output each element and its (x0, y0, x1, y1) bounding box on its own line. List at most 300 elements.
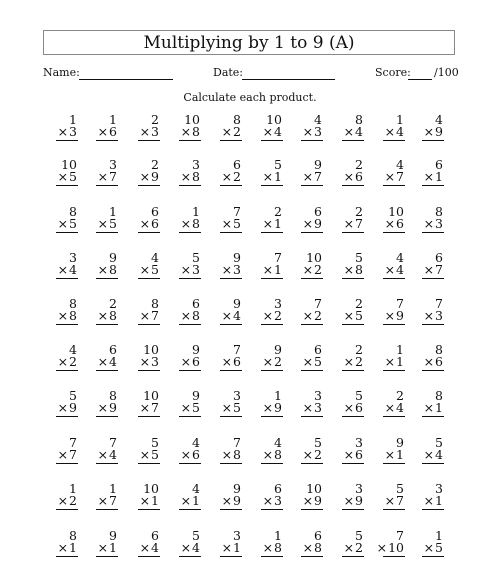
times-sign: × (57, 354, 69, 369)
multiplier: 7 × (302, 169, 322, 184)
multiplier: 4 × (384, 124, 404, 139)
times-sign: × (423, 447, 435, 462)
multiplicand: 1 (109, 112, 117, 127)
multiplication-problem (207, 113, 241, 153)
times-sign: × (423, 400, 435, 415)
multiplier: 6 × (343, 447, 363, 462)
answer-line (342, 140, 364, 141)
times-sign: × (384, 308, 396, 323)
times-sign: × (221, 354, 233, 369)
multiplicand: 3 (69, 250, 77, 265)
answer-line (96, 185, 118, 186)
times-sign: × (302, 124, 314, 139)
multiplicand: 3 (355, 481, 363, 496)
multiplier: 4 × (423, 447, 443, 462)
multiplication-problem (207, 529, 241, 569)
times-sign: × (97, 262, 109, 277)
multiplicand: 6 (314, 342, 322, 357)
multiplier: 3 × (180, 262, 200, 277)
multiplicand: 7 (396, 296, 404, 311)
multiplier: 4 × (221, 308, 241, 323)
times-sign: × (343, 169, 355, 184)
times-sign: × (302, 400, 314, 415)
times-sign: × (384, 262, 396, 277)
multiplication-problem (370, 482, 404, 522)
multiplication-problem (288, 436, 322, 476)
multiplication-problem (288, 482, 322, 522)
multiplier: 1 × (221, 540, 241, 555)
times-sign: × (139, 169, 151, 184)
multiplication-problem (166, 343, 200, 383)
times-sign: × (180, 400, 192, 415)
multiplication-problem (329, 482, 363, 522)
times-sign: × (302, 493, 314, 508)
answer-line (56, 185, 78, 186)
multiplicand: 4 (151, 250, 159, 265)
multiplication-problem (288, 529, 322, 569)
answer-line (383, 278, 405, 279)
answer-line (301, 509, 323, 510)
times-sign: × (423, 262, 435, 277)
times-sign: × (376, 540, 388, 555)
multiplier: 8 × (262, 447, 282, 462)
multiplicand: 8 (435, 388, 443, 403)
multiplicand: 7 (435, 296, 443, 311)
date-label: Date: (213, 66, 244, 79)
multiplication-problem (166, 436, 200, 476)
multiplication-problem (288, 343, 322, 383)
times-sign: × (423, 169, 435, 184)
multiplier: 3 × (423, 308, 443, 323)
multiplication-problem (288, 297, 322, 337)
multiplicand: 5 (355, 250, 363, 265)
multiplicand: 8 (355, 112, 363, 127)
multiplicand: 7 (314, 296, 322, 311)
multiplier: 8 × (221, 447, 241, 462)
times-sign: × (139, 493, 151, 508)
multiplication-problem (207, 158, 241, 198)
answer-line (179, 509, 201, 510)
multiplicand: 9 (396, 435, 404, 450)
multiplier: 4 × (139, 540, 159, 555)
multiplier: 6 × (423, 354, 443, 369)
answer-line (96, 232, 118, 233)
multiplier: 6 × (180, 447, 200, 462)
multiplier: 5 × (423, 540, 443, 555)
answer-line (56, 509, 78, 510)
multiplication-problem (166, 251, 200, 291)
multiplication-problem (83, 529, 117, 569)
multiplication-problem (329, 297, 363, 337)
answer-line (422, 232, 444, 233)
multiplier: 1 × (384, 354, 404, 369)
multiplicand: 4 (396, 250, 404, 265)
times-sign: × (262, 124, 274, 139)
times-sign: × (57, 493, 69, 508)
multiplicand: 8 (151, 296, 159, 311)
times-sign: × (262, 169, 274, 184)
multiplicand: 1 (396, 342, 404, 357)
times-sign: × (384, 169, 396, 184)
times-sign: × (97, 308, 109, 323)
multiplicand: 7 (233, 342, 241, 357)
multiplication-problem (288, 113, 322, 153)
multiplicand: 5 (192, 528, 200, 543)
answer-line (220, 278, 242, 279)
answer-line (138, 556, 160, 557)
times-sign: × (302, 308, 314, 323)
times-sign: × (180, 447, 192, 462)
multiplication-problem (83, 389, 117, 429)
times-sign: × (57, 124, 69, 139)
answer-line (383, 556, 405, 557)
answer-line (96, 463, 118, 464)
times-sign: × (180, 493, 192, 508)
answer-line (342, 185, 364, 186)
times-sign: × (221, 540, 233, 555)
answer-line (422, 185, 444, 186)
multiplicand: 1 (435, 528, 443, 543)
answer-line (179, 140, 201, 141)
multiplicand: 10 (143, 388, 159, 403)
times-sign: × (180, 354, 192, 369)
multiplier: 1 × (384, 447, 404, 462)
multiplier: 9 × (384, 308, 404, 323)
multiplier: 2 × (302, 308, 322, 323)
multiplication-problem (166, 113, 200, 153)
answer-line (342, 370, 364, 371)
multiplication-problem (166, 529, 200, 569)
multiplicand: 3 (314, 388, 322, 403)
times-sign: × (57, 308, 69, 323)
multiplication-problem (125, 389, 159, 429)
answer-line (220, 416, 242, 417)
answer-line (342, 556, 364, 557)
multiplicand: 9 (192, 342, 200, 357)
multiplier: 8 × (180, 124, 200, 139)
multiplicand: 4 (69, 342, 77, 357)
answer-line (56, 556, 78, 557)
multiplier: 2 × (221, 169, 241, 184)
multiplicand: 10 (61, 157, 77, 172)
times-sign: × (302, 540, 314, 555)
multiplier: 2 × (343, 354, 363, 369)
multiplier: 4 × (262, 124, 282, 139)
times-sign: × (57, 540, 69, 555)
multiplier: 4 × (384, 400, 404, 415)
multiplicand: 5 (192, 250, 200, 265)
multiplication-problem (409, 389, 443, 429)
times-sign: × (262, 308, 274, 323)
multiplicand: 1 (192, 204, 200, 219)
times-sign: × (423, 493, 435, 508)
times-sign: × (139, 124, 151, 139)
multiplication-problem (43, 436, 77, 476)
multiplication-problem (83, 158, 117, 198)
answer-line (301, 370, 323, 371)
multiplier: 7 × (423, 262, 443, 277)
answer-line (261, 416, 283, 417)
multiplicand: 3 (192, 157, 200, 172)
multiplier: 1 × (262, 169, 282, 184)
multiplier: 8 × (180, 169, 200, 184)
multiplicand: 5 (274, 157, 282, 172)
multiplicand: 8 (435, 342, 443, 357)
multiplicand: 7 (396, 528, 404, 543)
answer-line (261, 370, 283, 371)
multiplier: 2 × (262, 308, 282, 323)
times-sign: × (180, 124, 192, 139)
answer-line (422, 140, 444, 141)
instructions: Calculate each product. (183, 91, 317, 104)
multiplication-problem (83, 251, 117, 291)
answer-line (301, 185, 323, 186)
multiplicand: 10 (306, 481, 322, 496)
multiplication-problem (125, 482, 159, 522)
multiplicand: 5 (151, 435, 159, 450)
multiplication-problem (248, 389, 282, 429)
times-sign: × (384, 447, 396, 462)
times-sign: × (262, 493, 274, 508)
multiplier: 2 × (57, 354, 77, 369)
multiplication-problem (370, 113, 404, 153)
times-sign: × (302, 169, 314, 184)
times-sign: × (57, 169, 69, 184)
multiplicand: 6 (314, 528, 322, 543)
multiplicand: 1 (396, 112, 404, 127)
multiplier: 6 × (343, 169, 363, 184)
answer-line (138, 370, 160, 371)
multiplicand: 6 (435, 157, 443, 172)
multiplication-problem (83, 113, 117, 153)
answer-line (301, 232, 323, 233)
multiplicand: 9 (233, 250, 241, 265)
multiplication-problem (329, 389, 363, 429)
score-label: Score: (375, 66, 411, 79)
answer-line (261, 556, 283, 557)
multiplication-problem (166, 297, 200, 337)
answer-line (96, 556, 118, 557)
multiplicand: 9 (314, 157, 322, 172)
times-sign: × (343, 308, 355, 323)
multiplier: 3 × (139, 124, 159, 139)
times-sign: × (180, 540, 192, 555)
answer-line (301, 278, 323, 279)
multiplication-problem (409, 482, 443, 522)
times-sign: × (343, 262, 355, 277)
times-sign: × (180, 216, 192, 231)
answer-line (383, 324, 405, 325)
answer-line (96, 416, 118, 417)
multiplicand: 7 (233, 204, 241, 219)
multiplication-problem (207, 251, 241, 291)
multiplication-problem (207, 482, 241, 522)
times-sign: × (97, 216, 109, 231)
multiplicand: 2 (274, 204, 282, 219)
answer-line (383, 232, 405, 233)
multiplicand: 3 (355, 435, 363, 450)
answer-line (56, 140, 78, 141)
multiplier: 2 × (302, 447, 322, 462)
times-sign: × (139, 216, 151, 231)
times-sign: × (262, 216, 274, 231)
multiplier: 5 × (343, 308, 363, 323)
times-sign: × (221, 262, 233, 277)
answer-line (301, 140, 323, 141)
multiplicand: 3 (109, 157, 117, 172)
multiplicand: 8 (109, 388, 117, 403)
multiplication-problem (370, 205, 404, 245)
multiplier: 2 × (343, 540, 363, 555)
times-sign: × (343, 493, 355, 508)
multiplication-problem (329, 436, 363, 476)
multiplicand: 8 (233, 112, 241, 127)
answer-line (138, 509, 160, 510)
multiplication-problem (409, 529, 443, 569)
times-sign: × (343, 540, 355, 555)
multiplier: 3 × (57, 124, 77, 139)
multiplicand: 2 (151, 157, 159, 172)
multiplicand: 3 (435, 481, 443, 496)
answer-line (56, 416, 78, 417)
times-sign: × (423, 540, 435, 555)
answer-line (301, 324, 323, 325)
multiplication-problem (288, 389, 322, 429)
multiplication-problem (329, 158, 363, 198)
times-sign: × (139, 447, 151, 462)
answer-line (301, 556, 323, 557)
times-sign: × (57, 216, 69, 231)
times-sign: × (423, 124, 435, 139)
multiplicand: 5 (396, 481, 404, 496)
answer-line (220, 140, 242, 141)
multiplier: 7 × (97, 169, 117, 184)
answer-line (342, 232, 364, 233)
multiplier: 4 × (57, 262, 77, 277)
multiplier: 5 × (221, 400, 241, 415)
multiplication-problem (166, 205, 200, 245)
multiplicand: 5 (355, 388, 363, 403)
multiplicand: 6 (233, 157, 241, 172)
multiplicand: 7 (109, 435, 117, 450)
multiplier: 5 × (97, 216, 117, 231)
multiplicand: 9 (233, 296, 241, 311)
times-sign: × (139, 400, 151, 415)
answer-line (422, 509, 444, 510)
multiplicand: 10 (143, 481, 159, 496)
multiplicand: 4 (192, 481, 200, 496)
multiplicand: 1 (109, 481, 117, 496)
multiplication-problem (166, 482, 200, 522)
multiplier: 3 × (302, 124, 322, 139)
answer-line (220, 232, 242, 233)
answer-line (56, 278, 78, 279)
multiplier: 3 × (221, 262, 241, 277)
times-sign: × (97, 354, 109, 369)
multiplicand: 4 (274, 435, 282, 450)
multiplicand: 2 (355, 204, 363, 219)
multiplication-problem (43, 251, 77, 291)
times-sign: × (343, 124, 355, 139)
multiplier: 7 × (343, 216, 363, 231)
multiplicand: 9 (233, 481, 241, 496)
times-sign: × (97, 540, 109, 555)
multiplier: 2 × (262, 354, 282, 369)
multiplier: 6 × (384, 216, 404, 231)
multiplicand: 6 (109, 342, 117, 357)
answer-line (96, 140, 118, 141)
multiplication-problem (370, 158, 404, 198)
answer-line (96, 509, 118, 510)
multiplier: 6 × (180, 354, 200, 369)
multiplier: 2 × (302, 262, 322, 277)
multiplier: 5 × (57, 216, 77, 231)
multiplication-problem (370, 436, 404, 476)
answer-line (383, 140, 405, 141)
multiplication-problem (370, 343, 404, 383)
multiplicand: 1 (69, 112, 77, 127)
multiplicand: 6 (151, 204, 159, 219)
times-sign: × (97, 124, 109, 139)
multiplication-problem (409, 436, 443, 476)
multiplicand: 7 (69, 435, 77, 450)
answer-line (261, 509, 283, 510)
times-sign: × (139, 262, 151, 277)
multiplicand: 4 (314, 112, 322, 127)
worksheet-title: Multiplying by 1 to 9 (A) (43, 30, 455, 55)
multiplier: 1 × (262, 262, 282, 277)
multiplier: 5 × (302, 354, 322, 369)
multiplication-problem (248, 529, 282, 569)
multiplicand: 3 (233, 388, 241, 403)
multiplicand: 10 (143, 342, 159, 357)
times-sign: × (384, 124, 396, 139)
times-sign: × (180, 262, 192, 277)
times-sign: × (384, 216, 396, 231)
times-sign: × (423, 354, 435, 369)
multiplier: 7 × (97, 493, 117, 508)
times-sign: × (423, 216, 435, 231)
answer-line (56, 463, 78, 464)
times-sign: × (57, 400, 69, 415)
answer-line (179, 185, 201, 186)
multiplication-problem (409, 297, 443, 337)
multiplier: 3 × (302, 400, 322, 415)
multiplicand: 2 (396, 388, 404, 403)
multiplicand: 3 (233, 528, 241, 543)
times-sign: × (262, 262, 274, 277)
multiplier: 3 × (139, 354, 159, 369)
multiplicand: 6 (274, 481, 282, 496)
times-sign: × (180, 169, 192, 184)
multiplicand: 4 (396, 157, 404, 172)
answer-line (261, 140, 283, 141)
times-sign: × (139, 354, 151, 369)
multiplication-problem (329, 529, 363, 569)
answer-line (96, 278, 118, 279)
times-sign: × (97, 400, 109, 415)
multiplicand: 5 (69, 388, 77, 403)
multiplier: 1 × (423, 169, 443, 184)
multiplicand: 8 (69, 296, 77, 311)
multiplicand: 4 (192, 435, 200, 450)
answer-line (138, 324, 160, 325)
multiplier: 4 × (343, 124, 363, 139)
multiplication-problem (125, 436, 159, 476)
answer-line (56, 370, 78, 371)
multiplication-problem (248, 205, 282, 245)
answer-line (220, 370, 242, 371)
